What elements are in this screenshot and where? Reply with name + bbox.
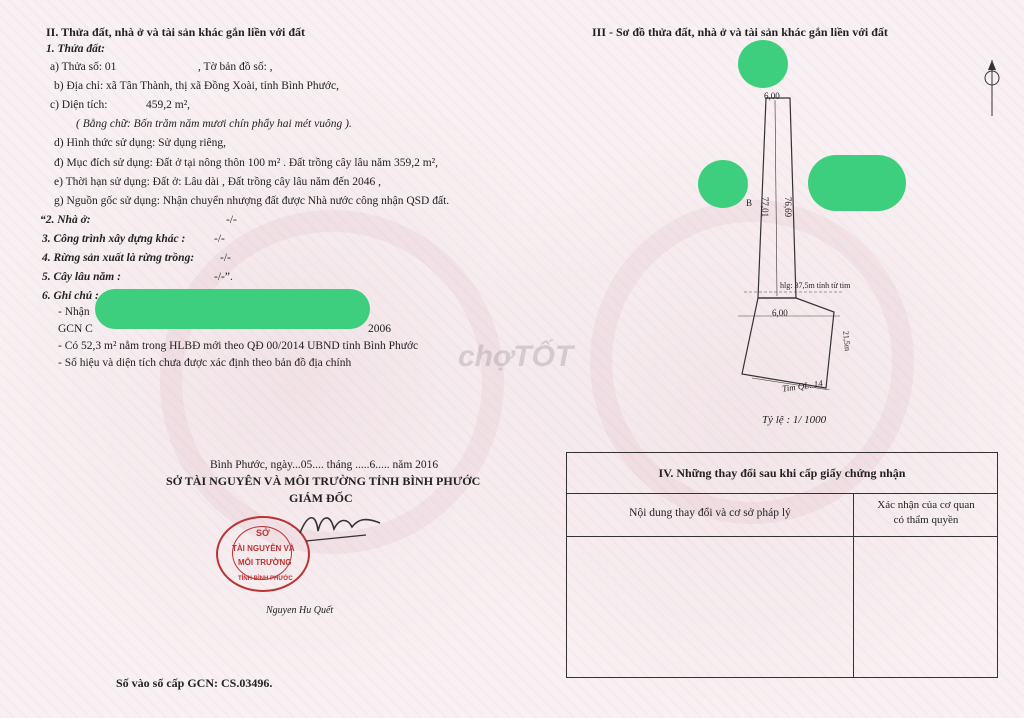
watermark-text: chợTỐT xyxy=(458,340,574,373)
dimension-left-side: 77,01 xyxy=(760,196,771,218)
redaction-mark xyxy=(95,289,370,329)
construction-label: 3. Công trình xây dựng khác : xyxy=(42,233,186,245)
neighbor-label: B xyxy=(746,198,753,208)
redaction-mark xyxy=(698,160,748,208)
north-arrow-icon xyxy=(980,58,1004,118)
house-label: “2. Nhà ở: xyxy=(40,214,91,226)
road-corridor-note: hlg: 37,5m tính từ tim xyxy=(780,281,851,290)
use-purpose: đ) Mục đích sử dụng: Đất ở tại nông thôn 100 m² . Đất trồng cây lâu năm 359,2 m², xyxy=(54,157,438,169)
perennial-value: -/-”. xyxy=(214,271,233,283)
column-header-confirmation-line2: có thẩm quyền xyxy=(893,514,959,526)
area-in-words: ( Bằng chữ: Bốn trăm năm mươi chín phẩy hai mét vuông ). xyxy=(76,118,352,130)
note-1: - Nhận xyxy=(58,306,90,318)
changes-table xyxy=(566,452,998,678)
notes-heading: 6. Ghi chú : xyxy=(42,290,99,302)
note-2-end: 2006 xyxy=(368,323,391,335)
land-origin: g) Nguồn gốc sử dụng: Nhận chuyển nhượng đất được Nhà nước công nhận QSD đất. xyxy=(54,195,450,207)
note-3: - Có 52,3 m² nằm trong HLBĐ mới theo QĐ 00/2014 UBND tỉnh Bình Phước xyxy=(58,340,419,352)
changes-table-header-row xyxy=(567,493,997,537)
issue-date: Bình Phước, ngày...05.... tháng .....6..... năm 2016 xyxy=(210,459,439,471)
note-4: - Số hiệu và diện tích chưa được xác định theo bản đồ địa chính xyxy=(58,357,352,369)
dimension-top: 6,00 xyxy=(764,91,780,101)
map-scale: Tỷ lệ : 1/ 1000 xyxy=(762,414,827,426)
changes-table-title-row xyxy=(567,453,997,494)
construction-value: -/- xyxy=(214,233,225,245)
house-value: -/- xyxy=(226,214,237,226)
column-divider xyxy=(853,493,854,677)
section-title-land: II. Thửa đất, nhà ở và tài sản khác gắn liền với đất xyxy=(46,25,306,39)
note-2-start: GCN C xyxy=(58,323,93,335)
use-form: d) Hình thức sử dụng: Sử dụng riêng, xyxy=(54,137,227,149)
area-value: 459,2 m², xyxy=(146,99,191,111)
dimension-bottom: 6,00 xyxy=(772,308,788,318)
redaction-mark xyxy=(808,155,906,211)
address: b) Địa chỉ: xã Tân Thành, thị xã Đồng Xoài, tỉnh Bình Phước, xyxy=(54,80,339,92)
map-sheet: , Tờ bản đồ số: , xyxy=(198,61,273,73)
use-term: e) Thời hạn sử dụng: Đất ở: Lâu dài , Đất trồng cây lâu năm đến 2046 , xyxy=(54,176,382,188)
signer-name: Nguyen Hu Quết xyxy=(266,605,334,616)
official-seal: SỞ TÀI NGUYÊN VÀ MÔI TRƯỜNG TỈNH BÌNH PHƯỚC xyxy=(216,516,310,592)
land-heading: 1. Thửa đất: xyxy=(46,43,105,55)
issuing-agency: SỞ TÀI NGUYÊN VÀ MÔI TRƯỜNG TỈNH BÌNH PHƯỚC xyxy=(166,474,481,488)
redaction-mark xyxy=(738,40,788,88)
column-header-content: Nội dung thay đổi và cơ sở pháp lý xyxy=(629,507,791,519)
road-name: Tim QL. 14 xyxy=(781,378,824,394)
dimension-right-side: 76,69 xyxy=(783,196,794,218)
area-label: c) Diện tích: xyxy=(50,99,108,111)
changes-table-title: IV. Những thay đổi sau khi cấp giấy chứng nhận xyxy=(658,466,906,480)
forest-label: 4. Rừng sản xuất là rừng trồng: xyxy=(42,252,195,264)
column-header-confirmation-line1: Xác nhận của cơ quan xyxy=(877,499,975,511)
forest-value: -/- xyxy=(220,252,231,264)
director-title: GIÁM ĐỐC xyxy=(289,491,353,505)
director-signature xyxy=(296,505,386,550)
perennial-label: 5. Cây lâu năm : xyxy=(42,271,121,283)
section-title-plot-diagram: III - Sơ đồ thửa đất, nhà ở và tài sản khác gắn liền với đất xyxy=(592,25,888,39)
parcel-number: a) Thửa số: 01 xyxy=(50,61,117,73)
dimension-side-depth: 21,5m xyxy=(841,330,852,352)
certificate-register-number: Số vào sổ cấp GCN: CS.03496. xyxy=(116,676,273,690)
